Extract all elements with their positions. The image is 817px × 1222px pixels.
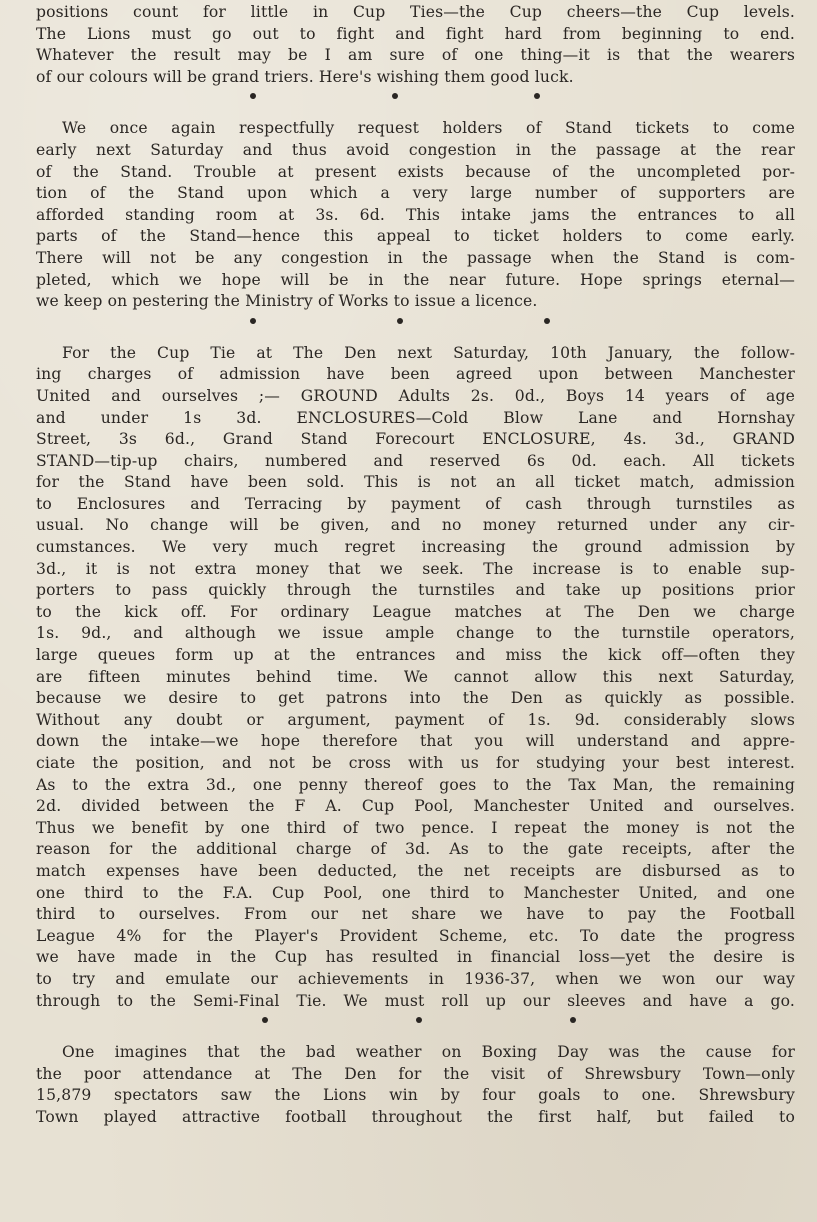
text-line: 1s. 9d., and although we issue ample change to the turnstile operators,: [36, 624, 795, 643]
text-line: We once again respectfully request holders of Stand tickets to come: [62, 119, 795, 138]
section-separator: [36, 1012, 795, 1032]
text-line: large queues form up at the entrances and miss the kick off—often they: [36, 646, 795, 665]
text-line: One imagines that the bad weather on Boxing Day was the cause for: [62, 1043, 795, 1062]
article-paragraph-1: [36, 2, 795, 88]
section-separator: [36, 313, 795, 333]
bullet-dot: [392, 93, 398, 99]
text-line: parts of the Stand—hence this appeal to ticket holders to come early.: [36, 227, 795, 246]
text-line: Without any doubt or argument, payment of 1s. 9d. considerably slows: [36, 710, 795, 729]
text-line: to the kick off. For ordinary League matches at The Den we charge: [36, 602, 795, 621]
text-line: because we desire to get patrons into the Den as quickly as possible.: [36, 689, 795, 708]
text-line: The Lions must go out to fight and fight hard from beginning to end.: [36, 24, 795, 43]
text-line: Street, 3s 6d., Grand Stand Forecourt ENCLOSURE, 4s. 3d., GRAND: [36, 430, 795, 449]
article-paragraph-4: [36, 1042, 795, 1128]
text-line: we have made in the Cup has resulted in financial loss—yet the desire is: [36, 948, 795, 967]
text-line: tion of the Stand upon which a very large number of supporters are: [36, 184, 795, 203]
bullet-dot: [570, 1017, 576, 1023]
text-line: cumstances. We very much regret increasing the ground admission by: [36, 538, 795, 557]
bullet-dot: [534, 93, 540, 99]
text-line: 3d., it is not extra money that we seek. The increase is to enable sup-: [36, 559, 795, 578]
text-line: down the intake—we hope therefore that you will understand and appre-: [36, 732, 795, 751]
text-line: of our colours will be grand triers. Here's wishing them good luck.: [36, 67, 574, 86]
text-line: match expenses have been deducted, the net receipts are disbursed as to: [36, 861, 795, 880]
text-line: Thus we benefit by one third of two pence. I repeat the money is not the: [36, 818, 795, 837]
text-line: of the Stand. Trouble at present exists because of the uncompleted por-: [36, 162, 795, 181]
text-line: and under 1s 3d. ENCLOSURES—Cold Blow Lane and Hornshay: [36, 408, 795, 427]
text-line: the poor attendance at The Den for the visit of Shrewsbury Town—only: [36, 1064, 795, 1083]
text-line: third to ourselves. From our net share we have to pay the Football: [36, 905, 795, 924]
text-line: 15,879 spectators saw the Lions win by four goals to one. Shrewsbury: [36, 1086, 795, 1105]
text-line: As to the extra 3d., one penny thereof goes to the Tax Man, the remaining: [36, 775, 795, 794]
bullet-dot: [250, 318, 256, 324]
text-line: Whatever the result may be I am sure of one thing—it is that the wearers: [36, 46, 795, 65]
text-line: Town played attractive football throughout the first half, but failed to: [36, 1107, 795, 1126]
text-line: to try and emulate our achievements in 1936-37, when we won our way: [36, 969, 795, 988]
bullet-dot: [262, 1017, 268, 1023]
text-line: pleted, which we hope will be in the near future. Hope springs eternal—: [36, 270, 795, 289]
text-line: There will not be any congestion in the passage when the Stand is com-: [36, 248, 795, 267]
bullet-dot: [544, 318, 550, 324]
bullet-dot: [250, 93, 256, 99]
text-line: ing charges of admission have been agreed upon between Manchester: [36, 365, 795, 384]
text-line: one third to the F.A. Cup Pool, one third to Manchester United, and one: [36, 883, 795, 902]
text-line: through to the Semi-Final Tie. We must roll up our sleeves and have a go.: [36, 991, 795, 1010]
text-line: 2d. divided between the F A. Cup Pool, Manchester United and ourselves.: [36, 797, 795, 816]
text-line: early next Saturday and thus avoid congestion in the passage at the rear: [36, 140, 795, 159]
text-line: ciate the position, and not be cross with us for studying your best interest.: [36, 754, 795, 772]
text-line: afforded standing room at 3s. 6d. This intake jams the entrances to all: [36, 205, 795, 224]
text-line: United and ourselves ;— GROUND Adults 2s. 0d., Boys 14 years of age: [36, 386, 795, 405]
bullet-dot: [397, 318, 403, 324]
bullet-dot: [416, 1017, 422, 1023]
text-line: For the Cup Tie at The Den next Saturday, 10th January, the follow-: [62, 343, 795, 362]
text-line: for the Stand have been sold. This is not an all ticket match, admission: [36, 473, 795, 492]
text-line: usual. No change will be given, and no money returned under any cir-: [36, 516, 795, 535]
text-line: STAND—tip-up chairs, numbered and reserved 6s 0d. each. All tickets: [36, 451, 795, 470]
text-line: League 4% for the Player's Provident Scheme, etc. To date the progress: [36, 926, 795, 945]
text-line: positions count for little in Cup Ties—the Cup cheers—the Cup levels.: [36, 3, 795, 21]
section-separator: [36, 88, 795, 108]
text-line: are fifteen minutes behind time. We cannot allow this next Saturday,: [36, 667, 795, 686]
text-line: porters to pass quickly through the turnstiles and take up positions prior: [36, 581, 795, 600]
text-line: reason for the additional charge of 3d. As to the gate receipts, after the: [36, 840, 795, 859]
article-paragraph-3: [36, 343, 795, 1012]
text-line: we keep on pestering the Ministry of Works to issue a licence.: [36, 292, 538, 311]
article-paragraph-2: [36, 118, 795, 312]
text-line: to Enclosures and Terracing by payment of cash through turnstiles as: [36, 494, 795, 513]
